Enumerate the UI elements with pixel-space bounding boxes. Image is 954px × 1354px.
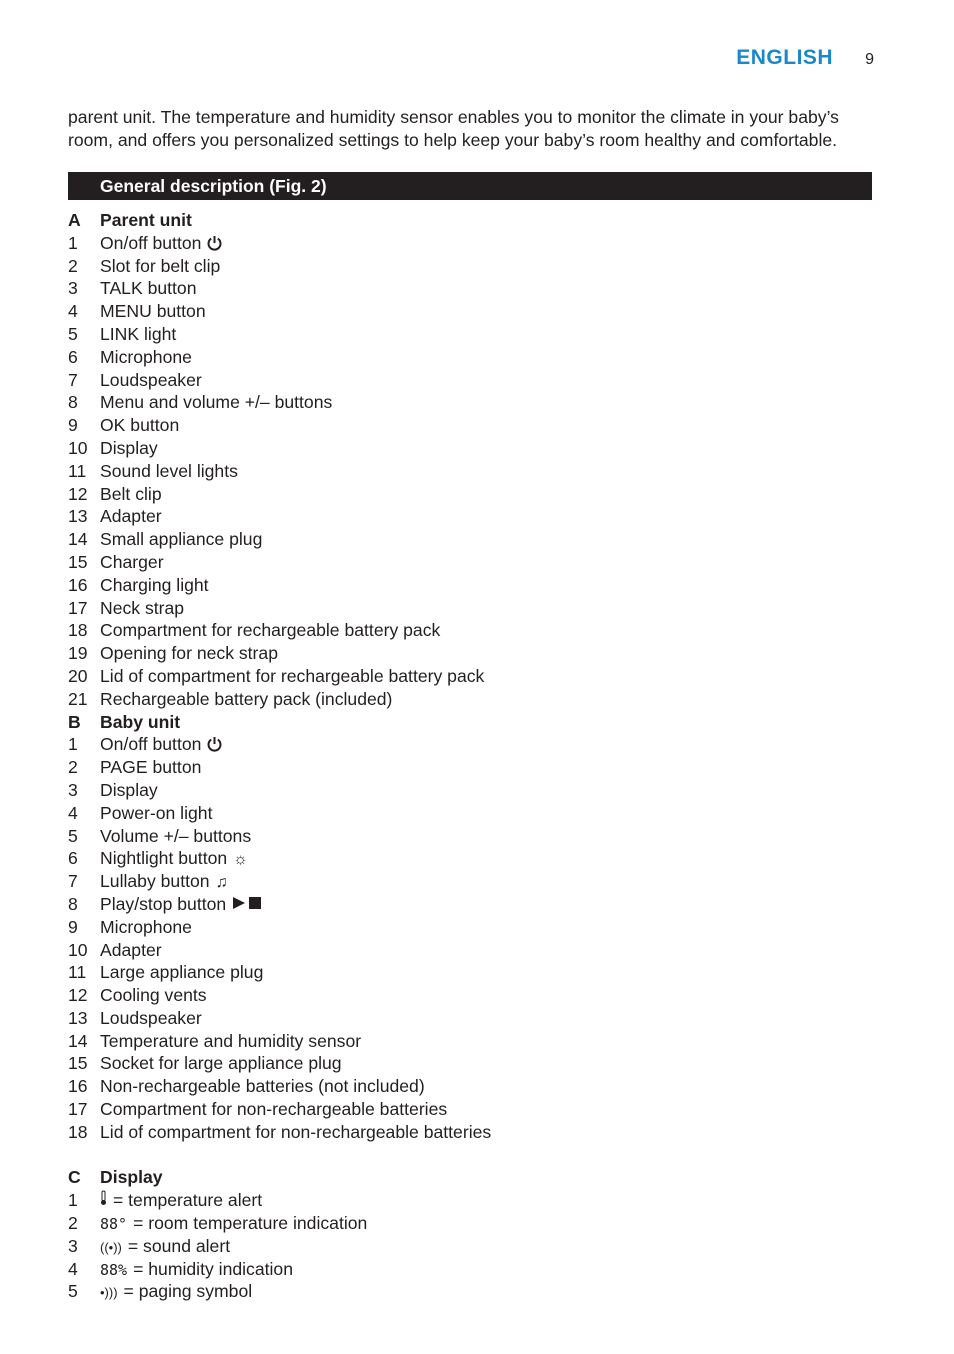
list-item (68, 528, 872, 551)
item-number: 4 (68, 802, 78, 823)
item-number: 13 (68, 1007, 88, 1028)
item-number: 14 (68, 1030, 88, 1051)
list-item (68, 1075, 872, 1098)
item-number: 13 (68, 506, 88, 527)
item-text (100, 528, 262, 551)
item-number: 4 (68, 1258, 78, 1279)
item-text (100, 1258, 293, 1281)
item-number: 7 (68, 369, 78, 390)
item-text (100, 1121, 491, 1144)
list-item (68, 391, 872, 414)
list-item (68, 483, 872, 506)
section-letter: A (68, 210, 81, 230)
item-number: 12 (68, 985, 88, 1006)
item-number: 18 (68, 620, 88, 641)
item-label: Loudspeaker (100, 369, 202, 390)
list-item (68, 619, 872, 642)
item-number: 20 (68, 665, 88, 686)
item-label: Neck strap (100, 597, 185, 618)
item-label: MENU button (100, 301, 206, 322)
list-item (68, 939, 872, 962)
language-label: ENGLISH (736, 46, 834, 69)
item-text (100, 1235, 230, 1258)
list-item (68, 1280, 872, 1303)
list-item (68, 1030, 872, 1053)
nightlight-icon: ☼ (233, 851, 248, 869)
item-label: = room temperature indication (133, 1213, 368, 1234)
list-item (68, 597, 872, 620)
item-label: LINK light (100, 323, 177, 344)
item-label: Lid of compartment for rechargeable battery pack (100, 665, 485, 686)
item-label: On/off button (100, 734, 202, 755)
item-label: Lid of compartment for non-rechargeable batteries (100, 1121, 492, 1142)
list-item (68, 323, 872, 346)
list-item (68, 369, 872, 392)
item-number: 2 (68, 757, 78, 778)
item-label: Microphone (100, 916, 192, 937)
list-item (68, 300, 872, 323)
item-label: = sound alert (127, 1235, 231, 1256)
item-number: 3 (68, 1235, 78, 1256)
item-text (100, 642, 278, 665)
section-letter: C (68, 1167, 81, 1188)
list-item (68, 893, 872, 916)
item-number: 9 (68, 415, 78, 436)
item-text (100, 437, 158, 460)
list-item (68, 232, 872, 255)
list-item (68, 460, 872, 483)
item-number: 5 (68, 1281, 78, 1302)
list-item (68, 916, 872, 939)
item-number: 2 (68, 1213, 78, 1234)
list-item (68, 437, 872, 460)
section-heading (68, 209, 872, 232)
item-label: Power-on light (100, 802, 213, 823)
item-label: Non-rechargeable batteries (not included) (100, 1076, 425, 1097)
item-text (100, 323, 176, 346)
list-item (68, 802, 872, 825)
item-label: Adapter (100, 939, 162, 960)
item-label: Adapter (100, 506, 162, 527)
spacer (68, 1144, 872, 1167)
item-number: 5 (68, 323, 78, 344)
item-text (100, 391, 332, 414)
item-label: Lullaby button (100, 871, 210, 892)
item-number: 3 (68, 779, 78, 800)
item-number: 5 (68, 825, 78, 846)
item-number: 18 (68, 1121, 88, 1142)
list-item (68, 825, 872, 848)
item-text (100, 961, 263, 984)
item-text (100, 733, 222, 756)
item-label: = humidity indication (133, 1258, 293, 1279)
item-number: 11 (68, 460, 87, 481)
item-label: Loudspeaker (100, 1007, 202, 1028)
power-icon (207, 234, 222, 257)
list-item (68, 1121, 872, 1144)
item-label: Belt clip (100, 483, 162, 504)
humidity-digits-icon: 88% (100, 1260, 128, 1279)
item-text (100, 232, 222, 255)
list-item (68, 1007, 872, 1030)
item-label: Microphone (100, 346, 192, 367)
item-label: Temperature and humidity sensor (100, 1030, 362, 1051)
section-letter: B (68, 711, 81, 732)
item-text (100, 277, 197, 300)
item-text (100, 665, 484, 688)
list-item (68, 505, 872, 528)
item-label: Charging light (100, 574, 209, 595)
power-icon (207, 735, 222, 758)
section-heading (68, 711, 872, 734)
list-item (68, 642, 872, 665)
item-label: Compartment for non-rechargeable batteries (100, 1099, 448, 1120)
item-text (100, 1098, 447, 1121)
section-heading-title: Parent unit (100, 210, 192, 230)
list-item (68, 1052, 872, 1075)
item-label: Opening for neck strap (100, 643, 278, 664)
item-text (100, 505, 162, 528)
item-label: Large appliance plug (100, 962, 264, 983)
item-number: 17 (68, 1099, 88, 1120)
page-number: 9 (865, 51, 874, 68)
item-number: 1 (68, 734, 78, 755)
list-item (68, 574, 872, 597)
item-number: 2 (68, 255, 78, 276)
item-label: Menu and volume +/– buttons (100, 392, 333, 413)
list-item (68, 665, 872, 688)
item-text (100, 255, 220, 278)
item-number: 8 (68, 893, 78, 914)
item-text (100, 483, 162, 506)
page-header (736, 46, 874, 70)
item-number: 1 (68, 232, 78, 253)
list-item (68, 277, 872, 300)
music-note-icon: ♫ (215, 874, 228, 892)
list-item (68, 870, 872, 893)
item-number: 6 (68, 346, 78, 367)
list-item (68, 1212, 872, 1235)
item-number: 11 (68, 962, 87, 983)
item-text (100, 984, 207, 1007)
item-text (100, 802, 212, 825)
item-text (100, 300, 206, 323)
list-item (68, 1098, 872, 1121)
item-text (100, 369, 202, 392)
play-stop-icon (232, 895, 264, 918)
item-number: 1 (68, 1190, 78, 1211)
section-heading-title: Display (100, 1167, 163, 1188)
item-text (100, 460, 238, 483)
list-item (68, 1189, 872, 1212)
item-number: 16 (68, 574, 88, 595)
item-label: Small appliance plug (100, 529, 263, 550)
item-number: 17 (68, 597, 88, 618)
item-text (100, 1212, 367, 1235)
item-text (100, 688, 392, 711)
item-number: 8 (68, 392, 78, 413)
item-label: Display (100, 437, 158, 458)
sound-alert-icon: ((•)) (100, 1239, 122, 1255)
item-number: 15 (68, 551, 88, 572)
item-label: Sound level lights (100, 460, 238, 481)
item-label: Display (100, 779, 158, 800)
item-label: = temperature alert (113, 1190, 263, 1211)
item-label: Nightlight button (100, 848, 228, 869)
item-label: = paging symbol (123, 1281, 253, 1302)
item-text (100, 1007, 202, 1030)
item-text (100, 939, 162, 962)
item-label: Cooling vents (100, 985, 207, 1006)
item-text (100, 756, 201, 779)
list-item (68, 1235, 872, 1258)
item-text (100, 346, 192, 369)
item-text (100, 414, 179, 437)
item-number: 16 (68, 1076, 88, 1097)
intro-paragraph: parent unit. The temperature and humidity sensor enables you to monitor the climate in your baby’s room, and offers you personalized settings to help keep your baby’s room healthy and comfortable. (68, 107, 839, 150)
item-number: 9 (68, 916, 78, 937)
item-number: 6 (68, 848, 78, 869)
item-label: Volume +/– buttons (100, 825, 252, 846)
item-text (100, 597, 184, 620)
item-text (100, 551, 164, 574)
list-item (68, 847, 872, 870)
item-number: 10 (68, 939, 88, 960)
item-number: 15 (68, 1053, 88, 1074)
list-item (68, 346, 872, 369)
list-item (68, 733, 872, 756)
list-item (68, 756, 872, 779)
thermometer-icon (100, 1190, 107, 1214)
list-item (68, 1258, 872, 1281)
item-text (100, 779, 158, 802)
item-label: PAGE button (100, 757, 202, 778)
item-label: OK button (100, 415, 180, 436)
section-title-bar (68, 172, 872, 200)
item-text (100, 574, 209, 597)
item-text (100, 825, 251, 848)
item-text (100, 1030, 361, 1053)
item-label: Rechargeable battery pack (included) (100, 688, 393, 709)
paging-icon: •))) (100, 1285, 118, 1301)
item-number: 7 (68, 871, 78, 892)
item-text (100, 916, 192, 939)
item-label: Charger (100, 551, 164, 572)
item-text (100, 1189, 262, 1212)
item-text (100, 847, 248, 870)
item-text (100, 1075, 425, 1098)
item-text (100, 619, 440, 642)
item-label: Play/stop button (100, 893, 227, 914)
item-number: 19 (68, 643, 88, 664)
section-title: General description (Fig. 2) (100, 176, 327, 196)
item-number: 4 (68, 301, 78, 322)
item-number: 12 (68, 483, 88, 504)
item-label: Slot for belt clip (100, 255, 221, 276)
list-item (68, 551, 872, 574)
item-label: TALK button (100, 278, 197, 299)
item-label: On/off button (100, 232, 202, 253)
item-number: 3 (68, 278, 78, 299)
description-list (68, 209, 872, 1303)
item-number: 14 (68, 529, 88, 550)
list-item (68, 984, 872, 1007)
list-item (68, 414, 872, 437)
item-text (100, 1280, 252, 1303)
list-item (68, 779, 872, 802)
item-number: 21 (68, 688, 88, 709)
item-text (100, 893, 264, 916)
item-label: Compartment for rechargeable battery pack (100, 620, 441, 641)
item-text (100, 870, 228, 893)
item-label: Socket for large appliance plug (100, 1053, 342, 1074)
list-item (68, 688, 872, 711)
item-number: 10 (68, 437, 88, 458)
item-text (100, 1052, 342, 1075)
list-item (68, 255, 872, 278)
temperature-digits-icon: 88° (100, 1215, 128, 1234)
list-item (68, 961, 872, 984)
section-heading-title: Baby unit (100, 711, 181, 732)
section-heading (68, 1166, 872, 1189)
